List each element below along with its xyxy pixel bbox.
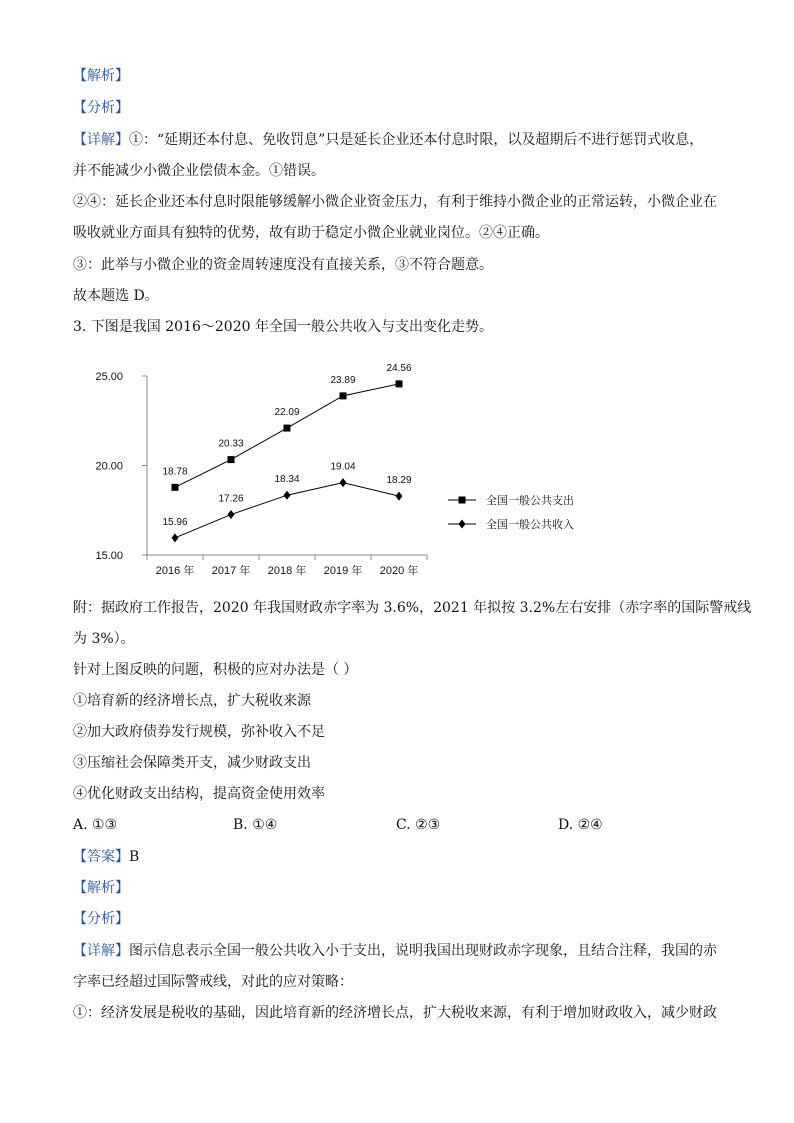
question-prompt: 针对上图反映的问题，积极的应对办法是（ ） xyxy=(73,662,358,678)
data-label: 24.56 xyxy=(386,362,412,374)
chart-legend xyxy=(448,493,574,531)
note-line-2: 为 3%）。 xyxy=(73,631,135,647)
legend-square-marker xyxy=(459,497,466,504)
option-b: B. ①④ xyxy=(233,817,278,833)
legend-diamond-marker xyxy=(459,520,466,529)
square-marker xyxy=(228,456,235,463)
series-line-1 xyxy=(175,384,399,487)
data-label: 19.04 xyxy=(330,461,356,473)
data-label: 18.29 xyxy=(386,475,412,487)
point-3-line: ③：此举与小微企业的资金周转速度没有直接关系，③不符合题意。 xyxy=(73,257,493,273)
fenxi-heading: 【分析】 xyxy=(73,100,129,116)
detail-text-1: ①：“延期还本付息、免收罚息”只是延长企业还本付息时限，以及超期后不进行惩罚式收息， xyxy=(129,132,704,148)
y-tick-label: 25.00 xyxy=(95,371,123,383)
data-label: 17.26 xyxy=(218,493,244,505)
data-labels xyxy=(162,363,411,528)
statement-4: ④优化财政支出结构，提高资金使用效率 xyxy=(73,786,325,802)
line-chart xyxy=(73,352,613,584)
legend-label: 全国一般公共收入 xyxy=(486,519,574,531)
diamond-marker xyxy=(228,510,235,519)
q3-detail-line-1 xyxy=(73,941,717,961)
series-markers xyxy=(172,380,403,542)
statement-3: ③压缩社会保障类开支，减少财政支出 xyxy=(73,755,311,771)
diamond-marker xyxy=(284,491,291,500)
diamond-marker xyxy=(172,533,179,542)
detail-line-1 xyxy=(73,130,703,150)
x-tick-label: 2018 年 xyxy=(267,565,307,577)
x-tick-label: 2019 年 xyxy=(323,565,363,577)
answer-line xyxy=(73,847,139,867)
y-tick-label: 15.00 xyxy=(95,550,123,562)
y-tick-labels xyxy=(95,371,123,562)
detail-line-2: 并不能减少小微企业偿债本金。①错误。 xyxy=(73,163,325,179)
x-tick-label: 2020 年 xyxy=(379,565,419,577)
square-marker xyxy=(396,380,403,387)
diamond-marker xyxy=(340,478,347,487)
square-marker xyxy=(340,392,347,399)
answer-value: B xyxy=(129,849,140,865)
note-line-1: 附：据政府工作报告，2020 年我国财政赤字率为 3.6%，2021 年拟按 3.2%左右安排（赤字率的国际警戒线 xyxy=(73,600,752,616)
q3-detail-text-1: 图示信息表示全国一般公共收入小于支出，说明我国出现财政赤字现象，且结合注释，我国的赤 xyxy=(129,943,717,959)
jiexi-heading: 【解析】 xyxy=(73,68,129,84)
x-tick-label: 2017 年 xyxy=(211,565,251,577)
statement-2: ②加大政府债券发行规模，弥补收入不足 xyxy=(73,724,325,740)
question-3-stem: 3. 下图是我国 2016～2020 年全国一般公共收入与支出变化走势。 xyxy=(73,319,493,335)
answer-tag: 【答案】 xyxy=(73,849,129,865)
answer-choice-line: 故本题选 D。 xyxy=(73,288,159,304)
option-c: C. ②③ xyxy=(396,817,441,833)
data-label: 18.34 xyxy=(274,474,300,486)
point-24-line-2: 吸收就业方面具有独特的优势，故有助于稳定小微企业就业岗位。②④正确。 xyxy=(73,225,549,241)
data-label: 22.09 xyxy=(274,407,300,419)
data-label: 18.78 xyxy=(162,466,188,478)
q3-jiexi-heading: 【解析】 xyxy=(73,880,129,896)
x-tick-label: 2016 年 xyxy=(155,565,195,577)
data-label: 20.33 xyxy=(218,438,244,450)
q3-detail-line-2: 字率已经超过国际警戒线，对此的应对策略： xyxy=(73,974,353,990)
x-tick-labels xyxy=(156,563,419,577)
diamond-marker xyxy=(396,492,403,501)
statement-1: ①培育新的经济增长点，扩大税收来源 xyxy=(73,693,311,709)
data-label: 15.96 xyxy=(162,516,188,528)
option-d: D. ②④ xyxy=(558,817,603,833)
y-tick-label: 20.00 xyxy=(95,460,123,473)
detail-tag: 【详解】 xyxy=(73,132,129,148)
point-24-line-1: ②④：延长企业还本付息时限能够缓解小微企业资金压力，有利于维持小微企业的正常运转，小微企业在 xyxy=(73,194,717,210)
square-marker xyxy=(172,484,179,491)
square-marker xyxy=(284,425,291,432)
data-label: 23.89 xyxy=(330,374,356,386)
legend-label: 全国一般公共支出 xyxy=(486,495,574,507)
q3-detail-tag: 【详解】 xyxy=(73,943,129,959)
q3-fenxi-heading: 【分析】 xyxy=(73,911,129,927)
option-a: A. ①③ xyxy=(73,817,118,833)
q3-detail-line-3: ①：经济发展是税收的基础，因此培育新的经济增长点，扩大税收来源，有利于增加财政收入，减少财政 xyxy=(73,1005,717,1021)
